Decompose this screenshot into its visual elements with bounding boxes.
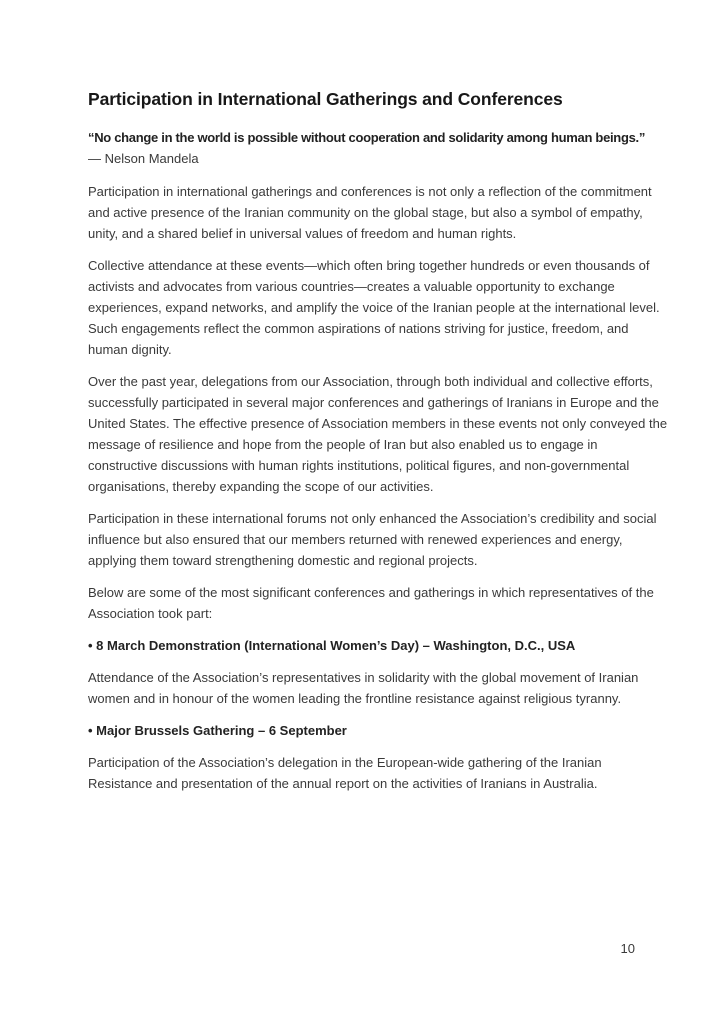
paragraph-brussels-gathering: Participation of the Association’s delegation in the European-wide gathering of the Iranian Resistance and presentation of the annual report on the activities of Iranians in Australia. [88,755,602,791]
paragraph-march-demonstration: Attendance of the Association’s representatives in solidarity with the global movement of Iranian women and in honour of the women leading the frontline resistance against religious tyranny. [88,670,639,706]
bullet-heading-march-demonstration: • 8 March Demonstration (International Women’s Day) – Washington, D.C., USA [88,638,576,653]
paragraph-list-intro: Below are some of the most significant conferences and gatherings in which representatives of the Association took part: [88,585,654,621]
quote-text: “No change in the world is possible without cooperation and solidarity among human beings.” [88,130,646,145]
paragraph-intro: Participation in international gatherings and conferences is not only a reflection of the commitment and active presence of the Iranian community on the global stage, but also a symbol of empathy, unity, and a shared belief in universal values of freedom and human rights. [88,184,652,241]
document-content [88,88,668,805]
bullet-heading-brussels-gathering: • Major Brussels Gathering – 6 September [88,723,347,738]
page-title: Participation in International Gatherings and Conferences [88,89,563,109]
page-number: 10 [620,941,635,956]
paragraph-collective-attendance: Collective attendance at these events—which often bring together hundreds or even thousands of activists and advocates from various countries—creates a valuable opportunity to exchange experiences, expand networks, and amplify the voice of the Iranian people at the international level. Such engagements reflect the common aspirations of nations striving for justice, freedom, and human dignity. [88,258,660,357]
paragraph-forums-benefits: Participation in these international forums not only enhanced the Association’s credibility and social influence but also ensured that our members returned with renewed experiences and energy, applying them toward strengthening domestic and regional projects. [88,511,657,568]
quote-attribution: — Nelson Mandela [88,151,199,166]
paragraph-past-year: Over the past year, delegations from our Association, through both individual and collective efforts, successfully participated in several major conferences and gatherings of Iranians in Europe and the United States. The effective presence of Association members in these events not only conveyed the message of resilience and hope from the people of Iran but also enabled us to engage in constructive discussions with human rights institutions, political figures, and non-governmental organisations, thereby expanding the scope of our activities. [88,374,668,494]
